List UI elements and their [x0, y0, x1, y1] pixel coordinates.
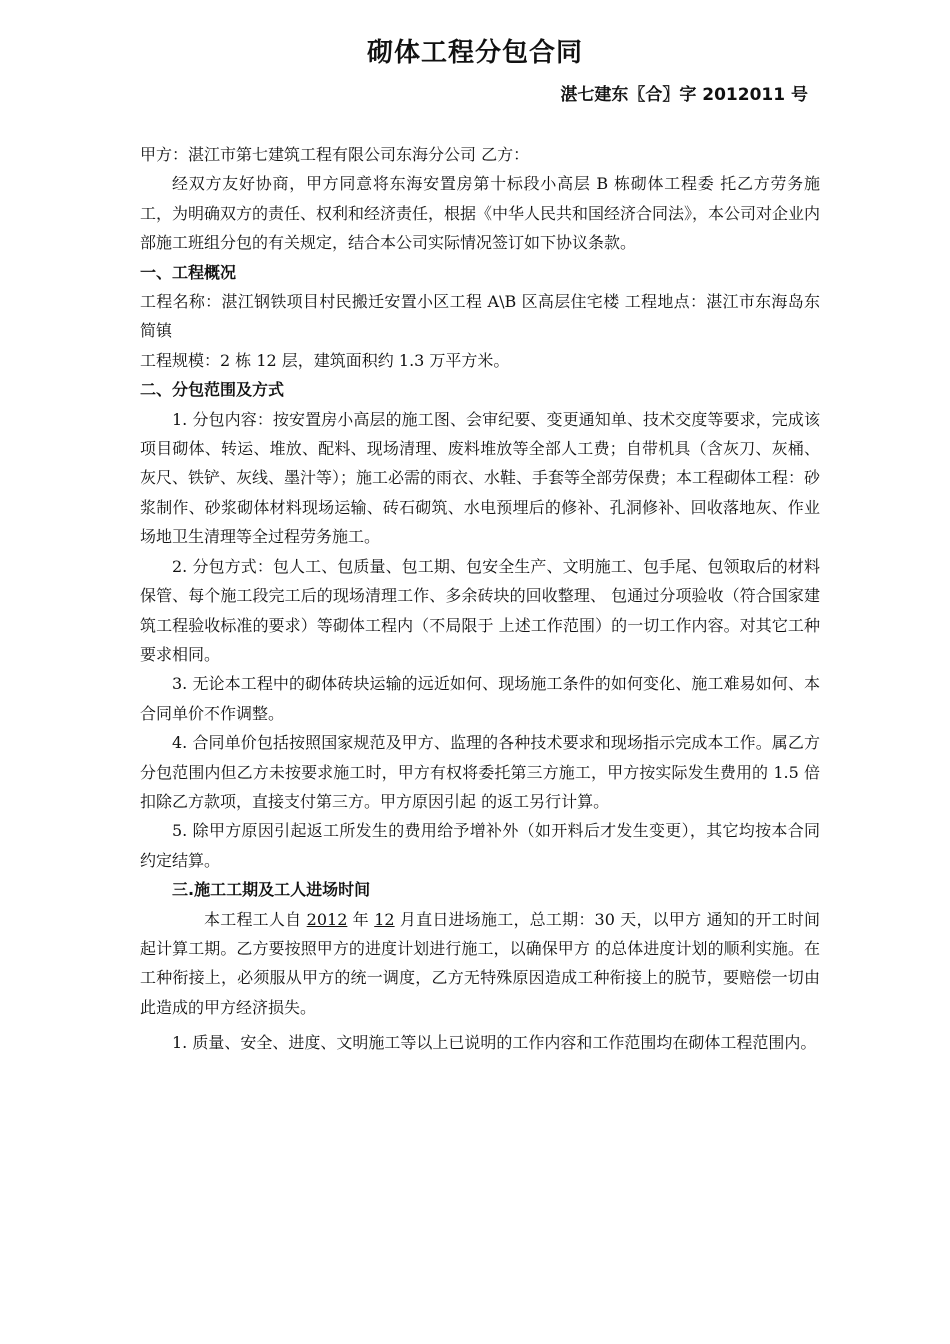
project-name-line: 工程名称：湛江钢铁项目村民搬迁安置小区工程 A\B 区高层住宅楼 工程地点：湛江市东海岛东简镇	[140, 292, 820, 341]
section-3-heading: 三.施工工期及工人进场时间	[172, 880, 371, 900]
document-number: 湛七建东〖合〗字 2012011 号	[560, 85, 808, 105]
section-1-heading: 一、工程概况	[140, 262, 237, 282]
parties-line: 甲方：湛江市第七建筑工程有限公司东海分公司 乙方：	[140, 145, 530, 164]
section-2-item-4: 4. 合同单价包括按照国家规范及甲方、监理的各种技术要求和现场指示完成本工作。属乙方分包范围内但乙方未按要求施工时，甲方有权将委托第三方施工，甲方按实际发生费用的 1.5 倍扣除乙方款项，直接支付第三方。甲方原因引起 的返工另行计算。	[140, 733, 820, 811]
document-title: 砌体工程分包合同	[366, 38, 583, 68]
section-2-heading: 二、分包范围及方式	[140, 380, 285, 400]
section-3-text-rest: 月直日进场施工，总工期：30 天，以甲方 通知的开工时间起计算工期。乙方要按照甲方的进度计划进行施工，以确保甲方 的总体进度计划的顺利实施。在工种衔接上，必须服从甲方的统一调度，乙方无特殊原因造成工种衔接上的脱节，要赔偿一切由此造成的甲方经济损失。	[140, 909, 820, 1017]
section-3-paragraph	[140, 905, 820, 1023]
start-month: 12	[374, 909, 395, 929]
section-2-item-2: 2. 分包方式：包人工、包质量、包工期、包安全生产、文明施工、包手尾、包领取后的材料保管、每个施工段完工后的现场清理工作、多余砖块的回收整理、 包通过分项验收（符合国家建筑工程验收标准的要求）等砌体工程内（不局限于 上述工作范围）的一切工作内容。对其它工种要求相同。	[140, 556, 820, 664]
document-body	[140, 140, 820, 1058]
intro-paragraph: 经双方友好协商，甲方同意将东海安置房第十标段小高层 B 栋砌体工程委 托乙方劳务施工，为明确双方的责任、权利和经济责任，根据《中华人民共和国经济合同法》，本公司对企业内部施工班组分包的有关规定，结合本公司实际情况签订如下协议条款。	[140, 174, 821, 253]
section-2-item-1: 1. 分包内容：按安置房小高层的施工图、会审纪要、变更通知单、技术交度等要求，完成该项目砌体、转运、堆放、配料、现场清理、废料堆放等全部人工费；自带机具（含灰刀、灰桶、灰尺、铁铲、灰线、墨汁等）；施工必需的雨衣、水鞋、手套等全部劳保费；本工程砌体工程：砂浆制作、砂浆砌体材料现场运输、砖石砌筑、水电预埋后的修补、孔洞修补、回收落地灰、作业场地卫生清理等全过程劳务施工。	[140, 409, 821, 547]
section-3-item-1: 1. 质量、安全、进度、文明施工等以上已说明的工作内容和工作范围均在砌体工程范围内。	[172, 1033, 817, 1053]
section-3-text-pre: 本工程工人自	[204, 909, 307, 929]
section-2-item-5: 5. 除甲方原因引起返工所发生的费用给予增补外（如开料后才发生变更），其它均按本合同约定结算。	[140, 821, 820, 870]
section-3-text-mid: 年	[347, 909, 375, 929]
start-year: 2012	[306, 909, 348, 929]
section-2-item-3: 3. 无论本工程中的砌体砖块运输的远近如何、现场施工条件的如何变化、施工难易如何、本合同单价不作调整。	[140, 674, 820, 723]
project-scale-line: 工程规模：2 栋 12 层，建筑面积约 1.3 万平方米。	[140, 350, 510, 370]
